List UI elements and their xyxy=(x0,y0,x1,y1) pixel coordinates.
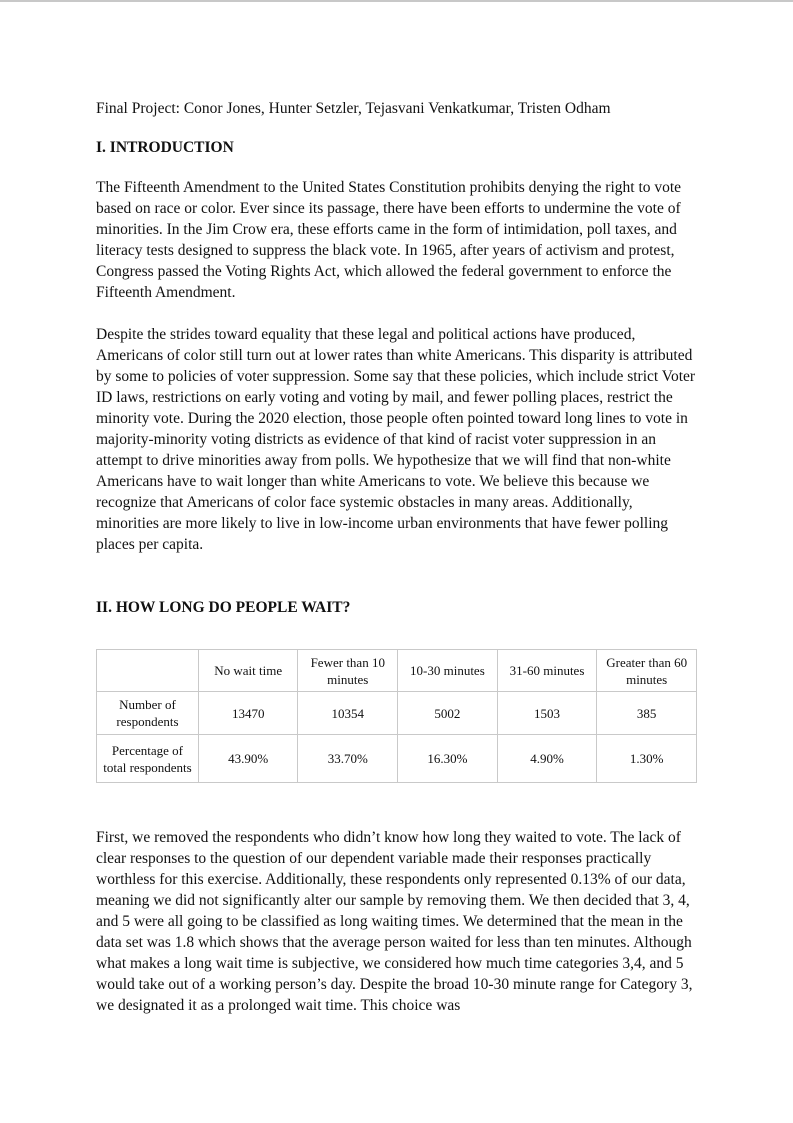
table-row-label: Number of respondents xyxy=(97,692,199,735)
table-cell: 13470 xyxy=(198,692,298,735)
table-cell: 1.30% xyxy=(597,735,697,783)
wait-times-paragraph: First, we removed the respondents who didn’t know how long they waited to vote. The lack of clear responses to the question of our dependent variable made their responses practically worthless for this exercise. Additionally, these respondents only represented 0.13% of our data, meaning we did not significantly alter our sample by removing them. We then decided that 3, 4, and 5 were all going to be classified as long waiting times. We determined that the mean in the data set was 1.8 which shows that the average person waited for less than ten minutes. Although what makes a long wait time is subjective, we considered how much time categories 3,4, and 5 would take out of a working person’s day. Despite the broad 10-30 minute range for Category 3, we designated it as a prolonged wait time. This choice was xyxy=(96,829,693,1014)
table-row-label: Percentage of total respondents xyxy=(97,735,199,783)
table-cell: 4.90% xyxy=(497,735,597,783)
table-cell: 43.90% xyxy=(198,735,298,783)
table-column-header: 31-60 minutes xyxy=(497,650,597,692)
table-cell: 1503 xyxy=(497,692,597,735)
table-cell: 10354 xyxy=(298,692,398,735)
table-corner-cell xyxy=(97,650,199,692)
project-title-line: Final Project: Conor Jones, Hunter Setzler, Tejasvani Venkatkumar, Tristen Odham xyxy=(96,100,611,117)
table-column-header: Greater than 60 minutes xyxy=(597,650,697,692)
table-row xyxy=(97,692,697,735)
intro-paragraph-1: The Fifteenth Amendment to the United States Constitution prohibits denying the right to vote based on race or color. Ever since its passage, there have been efforts to undermine the vote of minorities. In the Jim Crow era, these efforts came in the form of intimidation, poll taxes, and literacy tests designed to suppress the black vote. In 1965, after years of activism and protest, Congress passed the Voting Rights Act, which allowed the federal government to enforce the Fifteenth Amendment. xyxy=(96,179,682,301)
table-column-header: No wait time xyxy=(198,650,298,692)
table-column-header: 10-30 minutes xyxy=(398,650,498,692)
table-cell: 16.30% xyxy=(398,735,498,783)
section-heading-wait-times: II. HOW LONG DO PEOPLE WAIT? xyxy=(96,599,351,616)
document-body xyxy=(96,98,698,1016)
table-header-row xyxy=(97,650,697,692)
wait-time-table xyxy=(96,649,697,783)
table-column-header: Fewer than 10 minutes xyxy=(298,650,398,692)
table-cell: 385 xyxy=(597,692,697,735)
section-heading-introduction: I. INTRODUCTION xyxy=(96,139,234,156)
intro-paragraph-2: Despite the strides toward equality that these legal and political actions have produced, Americans of color still turn out at lower rates than white Americans. This disparity is attributed by some to policies of voter suppression. Some say that these policies, which include strict Voter ID laws, restrictions on early voting and voting by mail, and fewer polling places, restrict the minority vote. During the 2020 election, those people often pointed toward long lines to vote in majority-minority voting districts as evidence of that kind of racist voter suppression in an attempt to drive minorities away from polls. We hypothesize that we will find that non-white Americans have to wait longer than white Americans to vote. We believe this because we recognize that Americans of color face systemic obstacles in many areas. Additionally, minorities are more likely to live in low-income urban environments that have fewer polling places per capita. xyxy=(96,326,696,553)
table-cell: 33.70% xyxy=(298,735,398,783)
table-row xyxy=(97,735,697,783)
table-cell: 5002 xyxy=(398,692,498,735)
